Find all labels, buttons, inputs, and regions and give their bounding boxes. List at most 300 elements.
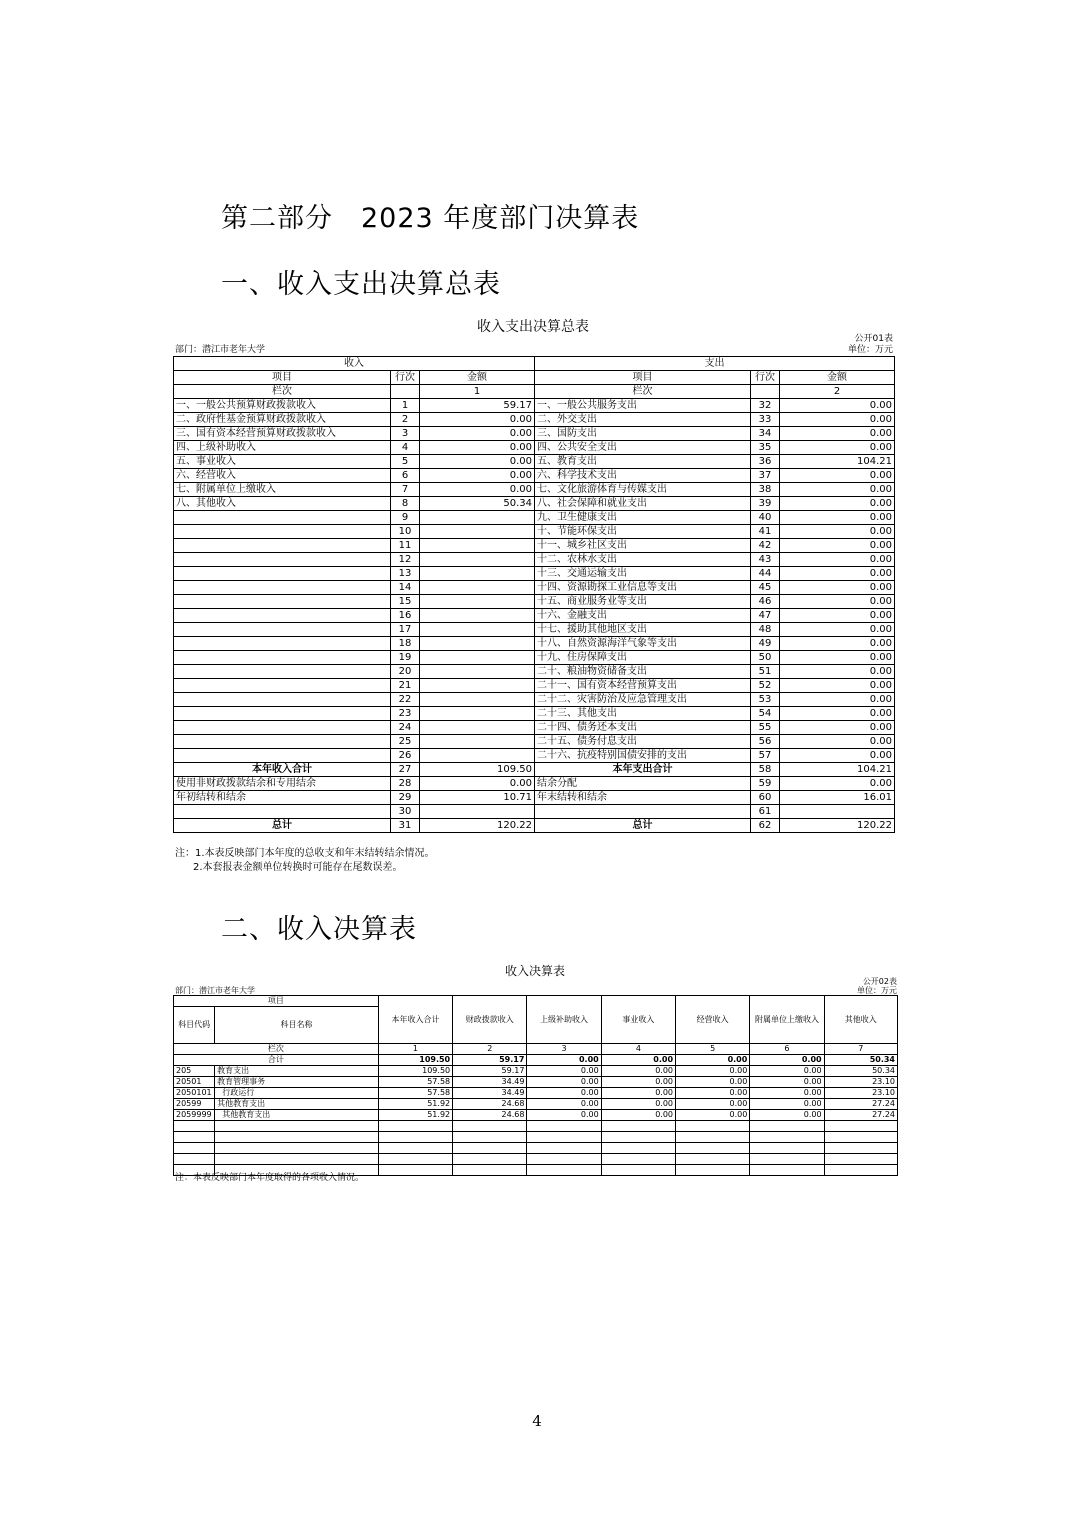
blank-cell: [215, 1143, 379, 1154]
blank-cell: [824, 1132, 897, 1143]
blank-row: [174, 1154, 898, 1165]
blank-cell: [215, 1121, 379, 1132]
cell-ia: [420, 511, 535, 525]
cell-el: 结余分配: [535, 777, 751, 791]
table2-unit: 单位：万元: [857, 986, 897, 995]
cell-ea: 0.00: [780, 497, 895, 511]
cell-il: [174, 637, 391, 651]
table-row: [174, 763, 895, 777]
cell-ia: [420, 665, 535, 679]
cell-value: 0.00: [527, 1077, 601, 1088]
blank-cell: [676, 1132, 750, 1143]
cell-el: 二十五、债务付息支出: [535, 735, 751, 749]
cell-er: 50: [751, 651, 780, 665]
cell-el: 十二、农林水支出: [535, 553, 751, 567]
lanci-label: 栏次: [174, 385, 391, 399]
cell-el: 十七、援助其他地区支出: [535, 623, 751, 637]
cell-value: 0.00: [676, 1077, 750, 1088]
cell-ea: 0.00: [780, 441, 895, 455]
cell-ea: 0.00: [780, 777, 895, 791]
cell-ia: [420, 525, 535, 539]
cell-ir: 30: [391, 805, 420, 819]
blank-cell: [453, 1154, 527, 1165]
cell-code: 2059999: [174, 1110, 215, 1121]
cell-er: 43: [751, 553, 780, 567]
blank-cell: [527, 1132, 601, 1143]
cell-ia: 109.50: [420, 763, 535, 777]
blank-cell: [453, 1121, 527, 1132]
blank-cell: [174, 1154, 215, 1165]
table-row: [174, 539, 895, 553]
cell-ia: 0.00: [420, 441, 535, 455]
cell-ea: 104.21: [780, 763, 895, 777]
cell-name: 行政运行: [215, 1088, 379, 1099]
cell-ea: 0.00: [780, 609, 895, 623]
total-value: 50.34: [824, 1055, 897, 1066]
table-row: [174, 777, 895, 791]
blank-cell: [215, 1154, 379, 1165]
section1-title: 一、收入支出决算总表: [221, 269, 501, 300]
table-row: [174, 1066, 898, 1077]
table-row: [174, 819, 895, 833]
table-row: [174, 483, 895, 497]
cell-ir: 9: [391, 511, 420, 525]
cell-il: [174, 721, 391, 735]
cell-er: 35: [751, 441, 780, 455]
cell-ia: [420, 749, 535, 763]
cell-il: [174, 553, 391, 567]
cell-ir: 24: [391, 721, 420, 735]
cell-ea: 0.00: [780, 595, 895, 609]
table2-note: 注：本表反映部门本年度取得的各项收入情况。: [175, 1173, 365, 1183]
cell-name: 教育管理事务: [215, 1077, 379, 1088]
cell-ia: [420, 707, 535, 721]
cell-er: 38: [751, 483, 780, 497]
cell-ia: [420, 609, 535, 623]
cell-er: 57: [751, 749, 780, 763]
cell-value: 0.00: [601, 1099, 675, 1110]
cell-ia: 0.00: [420, 777, 535, 791]
col-amount: 金额: [780, 371, 895, 385]
cell-ea: 0.00: [780, 539, 895, 553]
table-row: [174, 399, 895, 413]
cell-er: 47: [751, 609, 780, 623]
cell-ia: [420, 567, 535, 581]
cell-ia: 0.00: [420, 469, 535, 483]
col-item: 项目: [174, 996, 379, 1007]
cell-il: 八、其他收入: [174, 497, 391, 511]
cell-el: 十九、住房保障支出: [535, 651, 751, 665]
cell-er: 37: [751, 469, 780, 483]
blank-cell: [601, 1143, 675, 1154]
cell-value: 0.00: [750, 1088, 824, 1099]
cell-name: 其他教育支出: [215, 1099, 379, 1110]
cell-value: 0.00: [601, 1088, 675, 1099]
blank-cell: [750, 1121, 824, 1132]
cell-value: 0.00: [527, 1099, 601, 1110]
cell-ir: 14: [391, 581, 420, 595]
cell-value: 34.49: [453, 1088, 527, 1099]
blank-cell: [750, 1143, 824, 1154]
cell-ea: 0.00: [780, 511, 895, 525]
blank-cell: [378, 1143, 452, 1154]
lanci-label: 栏次: [174, 1044, 379, 1055]
cell-il: [174, 679, 391, 693]
page-number: 4: [532, 1412, 542, 1430]
cell-il: [174, 525, 391, 539]
blank-cell: [215, 1132, 379, 1143]
table-row: [174, 693, 895, 707]
cell-er: 51: [751, 665, 780, 679]
cell-er: 45: [751, 581, 780, 595]
cell-er: 59: [751, 777, 780, 791]
blank-cell: [174, 1143, 215, 1154]
blank-cell: [378, 1121, 452, 1132]
col-code: 科目代码: [174, 1007, 215, 1044]
cell-name: 教育支出: [215, 1066, 379, 1077]
total-value: 109.50: [378, 1055, 452, 1066]
blank-cell: [527, 1143, 601, 1154]
cell-value: 0.00: [676, 1066, 750, 1077]
cell-il: [174, 707, 391, 721]
cell-ir: 8: [391, 497, 420, 511]
table-row: [174, 665, 895, 679]
cell-code: 205: [174, 1066, 215, 1077]
blank-cell: [601, 1154, 675, 1165]
blank-cell: [824, 1121, 897, 1132]
cell-value: 0.00: [527, 1110, 601, 1121]
blank-cell: [601, 1165, 675, 1176]
cell-code: 20501: [174, 1077, 215, 1088]
cell-er: 41: [751, 525, 780, 539]
cell-er: 46: [751, 595, 780, 609]
cell-er: 55: [751, 721, 780, 735]
table-row: [174, 595, 895, 609]
cell-ir: 11: [391, 539, 420, 553]
col-header: 上级补助收入: [527, 996, 601, 1044]
total-value: 0.00: [676, 1055, 750, 1066]
blank-cell: [453, 1165, 527, 1176]
table-row: [174, 441, 895, 455]
blank-cell: [824, 1165, 897, 1176]
cell-value: 0.00: [676, 1088, 750, 1099]
cell-il: [174, 735, 391, 749]
blank-cell: [676, 1143, 750, 1154]
lanci: 4: [601, 1044, 675, 1055]
blank-cell: [601, 1121, 675, 1132]
part-title: 第二部分 2023 年度部门决算表: [221, 203, 640, 234]
cell-el: 十六、金融支出: [535, 609, 751, 623]
col-header: 本年收入合计: [378, 996, 452, 1044]
table-row: [174, 623, 895, 637]
cell-el: 三、国防支出: [535, 427, 751, 441]
table-row: [174, 707, 895, 721]
col-name: 科目名称: [215, 1007, 379, 1044]
cell-el: 十四、资源勘探工业信息等支出: [535, 581, 751, 595]
col-row: 行次: [751, 371, 780, 385]
cell-il: [174, 805, 391, 819]
cell-ia: [420, 539, 535, 553]
cell-er: 32: [751, 399, 780, 413]
cell-er: 62: [751, 819, 780, 833]
cell-ea: 120.22: [780, 819, 895, 833]
cell-ea: 0.00: [780, 749, 895, 763]
blank-cell: [750, 1154, 824, 1165]
cell-il: 一、一般公共预算财政拨款收入: [174, 399, 391, 413]
cell-er: 40: [751, 511, 780, 525]
cell-ia: [420, 651, 535, 665]
table-row: [174, 581, 895, 595]
cell-el: 本年支出合计: [535, 763, 751, 777]
cell-ir: 6: [391, 469, 420, 483]
table1-note-1: 注：1.本表反映部门本年度的总收支和年末结转结余情况。: [175, 848, 435, 859]
cell-il: 六、经营收入: [174, 469, 391, 483]
col-amount: 金额: [420, 371, 535, 385]
cell-ia: 120.22: [420, 819, 535, 833]
cell-ir: 26: [391, 749, 420, 763]
cell-er: 61: [751, 805, 780, 819]
lanci: 7: [824, 1044, 897, 1055]
cell-ia: 10.71: [420, 791, 535, 805]
cell-el: 二十一、国有资本经营预算支出: [535, 679, 751, 693]
cell-ir: 18: [391, 637, 420, 651]
cell-ia: 50.34: [420, 497, 535, 511]
cell-il: [174, 567, 391, 581]
table-row: [174, 791, 895, 805]
col-header: 经营收入: [676, 996, 750, 1044]
cell-ea: 0.00: [780, 623, 895, 637]
table2-dept: 部门：潜江市老年大学: [175, 986, 255, 995]
cell-ia: 59.17: [420, 399, 535, 413]
blank-row: [174, 1143, 898, 1154]
cell-value: 0.00: [601, 1066, 675, 1077]
total-value: 0.00: [601, 1055, 675, 1066]
table1-note-2: 2.本套报表金额单位转换时可能存在尾数误差。: [193, 862, 403, 873]
cell-il: [174, 539, 391, 553]
cell-ia: 0.00: [420, 483, 535, 497]
cell-ir: 31: [391, 819, 420, 833]
cell-el: 十三、交通运输支出: [535, 567, 751, 581]
cell-value: 24.68: [453, 1110, 527, 1121]
cell-ia: [420, 637, 535, 651]
cell-value: 0.00: [676, 1110, 750, 1121]
table-row: [174, 651, 895, 665]
blank-cell: [750, 1132, 824, 1143]
cell-il: 三、国有资本经营预算财政拨款收入: [174, 427, 391, 441]
blank-cell: [676, 1165, 750, 1176]
cell-ea: 0.00: [780, 483, 895, 497]
cell-el: 七、文化旅游体育与传媒支出: [535, 483, 751, 497]
table2-caption: 收入决算表: [504, 964, 565, 978]
cell-ia: [420, 735, 535, 749]
cell-ea: 0.00: [780, 427, 895, 441]
cell-ia: [420, 693, 535, 707]
cell-il: 二、政府性基金预算财政拨款收入: [174, 413, 391, 427]
lanci: 2: [453, 1044, 527, 1055]
lanci: 1: [378, 1044, 452, 1055]
cell-ea: [780, 805, 895, 819]
cell-value: 51.92: [378, 1099, 452, 1110]
cell-er: 60: [751, 791, 780, 805]
total-label: 合计: [174, 1055, 379, 1066]
cell-er: 42: [751, 539, 780, 553]
cell-ir: 22: [391, 693, 420, 707]
table-row: [174, 1088, 898, 1099]
cell-ea: 0.00: [780, 707, 895, 721]
cell-el: 十一、城乡社区支出: [535, 539, 751, 553]
table-row: [174, 469, 895, 483]
cell-er: 58: [751, 763, 780, 777]
cell-il: 年初结转和结余: [174, 791, 391, 805]
lanci-label: 栏次: [535, 385, 751, 399]
cell-il: 使用非财政拨款结余和专用结余: [174, 777, 391, 791]
cell-value: 59.17: [453, 1066, 527, 1077]
cell-ia: [420, 805, 535, 819]
blank-cell: [527, 1121, 601, 1132]
cell-ir: 29: [391, 791, 420, 805]
blank-cell: [824, 1143, 897, 1154]
cell-value: 27.24: [824, 1099, 897, 1110]
lanci: 5: [676, 1044, 750, 1055]
total-value: 0.00: [527, 1055, 601, 1066]
cell-code: 20599: [174, 1099, 215, 1110]
cell-ir: 1: [391, 399, 420, 413]
blank-cell: [378, 1165, 452, 1176]
table-row: [174, 609, 895, 623]
cell-ea: 0.00: [780, 567, 895, 581]
cell-ir: 10: [391, 525, 420, 539]
cell-el: 五、教育支出: [535, 455, 751, 469]
blank-row: [174, 1132, 898, 1143]
cell-ea: 0.00: [780, 665, 895, 679]
cell-ia: [420, 623, 535, 637]
cell-ir: 23: [391, 707, 420, 721]
cell-el: 六、科学技术支出: [535, 469, 751, 483]
blank-cell: [676, 1121, 750, 1132]
cell-ia: [420, 581, 535, 595]
cell-value: 51.92: [378, 1110, 452, 1121]
cell-value: 0.00: [676, 1099, 750, 1110]
total-value: 59.17: [453, 1055, 527, 1066]
cell-el: 四、公共安全支出: [535, 441, 751, 455]
cell-ia: [420, 721, 535, 735]
cell-il: 四、上级补助收入: [174, 441, 391, 455]
blank-cell: [676, 1154, 750, 1165]
cell-il: 总计: [174, 819, 391, 833]
table-row: [174, 735, 895, 749]
lanci-expense: 2: [780, 385, 895, 399]
cell-ea: 0.00: [780, 525, 895, 539]
income-final-accounts-table: [173, 995, 898, 1176]
col-header: 事业收入: [601, 996, 675, 1044]
cell-ea: 0.00: [780, 693, 895, 707]
cell-ea: 0.00: [780, 637, 895, 651]
cell-value: 0.00: [750, 1099, 824, 1110]
table1-unit: 单位：万元: [847, 345, 893, 355]
col-header: 财政拨款收入: [453, 996, 527, 1044]
table1-code: 公开01表: [854, 334, 893, 344]
cell-er: 39: [751, 497, 780, 511]
cell-ir: 25: [391, 735, 420, 749]
cell-il: [174, 665, 391, 679]
cell-il: 本年收入合计: [174, 763, 391, 777]
section2-title: 二、收入决算表: [221, 914, 417, 945]
total-value: 0.00: [750, 1055, 824, 1066]
cell-value: 34.49: [453, 1077, 527, 1088]
cell-value: 0.00: [750, 1077, 824, 1088]
cell-ir: 28: [391, 777, 420, 791]
cell-ea: 0.00: [780, 721, 895, 735]
cell-er: 36: [751, 455, 780, 469]
cell-ir: 16: [391, 609, 420, 623]
cell-ea: 0.00: [780, 553, 895, 567]
cell-er: 52: [751, 679, 780, 693]
cell-el: 一、一般公共服务支出: [535, 399, 751, 413]
cell-name: 其他教育支出: [215, 1110, 379, 1121]
cell-ia: 0.00: [420, 455, 535, 469]
cell-el: 年末结转和结余: [535, 791, 751, 805]
cell-er: 53: [751, 693, 780, 707]
cell-er: 48: [751, 623, 780, 637]
cell-ia: [420, 679, 535, 693]
cell-el: 十五、商业服务业等支出: [535, 595, 751, 609]
blank-cell: [174, 1121, 215, 1132]
table-row: [174, 721, 895, 735]
cell-il: [174, 581, 391, 595]
blank-cell: [378, 1154, 452, 1165]
table-row: [174, 1110, 898, 1121]
blank-cell: [824, 1154, 897, 1165]
cell-ea: 0.00: [780, 679, 895, 693]
cell-ea: 0.00: [780, 413, 895, 427]
cell-il: [174, 693, 391, 707]
cell-el: 十八、自然资源海洋气象等支出: [535, 637, 751, 651]
cell-ir: 27: [391, 763, 420, 777]
blank-cell: [750, 1165, 824, 1176]
cell-ir: 7: [391, 483, 420, 497]
lanci-income: 1: [420, 385, 535, 399]
income-header: 收入: [174, 357, 535, 371]
cell-ea: 16.01: [780, 791, 895, 805]
cell-value: 0.00: [527, 1088, 601, 1099]
cell-ir: 15: [391, 595, 420, 609]
income-expense-summary-table: [173, 356, 895, 833]
blank-cell: [527, 1165, 601, 1176]
cell-er: 56: [751, 735, 780, 749]
table1-caption: 收入支出决算总表: [477, 319, 589, 335]
table-row: [174, 1077, 898, 1088]
cell-il: [174, 595, 391, 609]
cell-er: 34: [751, 427, 780, 441]
cell-value: 0.00: [750, 1066, 824, 1077]
cell-value: 23.10: [824, 1088, 897, 1099]
table-row: [174, 567, 895, 581]
cell-er: 33: [751, 413, 780, 427]
cell-el: 二、外交支出: [535, 413, 751, 427]
cell-value: 57.58: [378, 1077, 452, 1088]
cell-ia: 0.00: [420, 427, 535, 441]
lanci: 6: [750, 1044, 824, 1055]
cell-el: [535, 805, 751, 819]
cell-il: 七、附属单位上缴收入: [174, 483, 391, 497]
cell-el: 总计: [535, 819, 751, 833]
table-row: [174, 497, 895, 511]
cell-ir: 4: [391, 441, 420, 455]
blank-cell: [453, 1143, 527, 1154]
cell-ea: 0.00: [780, 469, 895, 483]
cell-el: 二十三、其他支出: [535, 707, 751, 721]
cell-ir: 12: [391, 553, 420, 567]
